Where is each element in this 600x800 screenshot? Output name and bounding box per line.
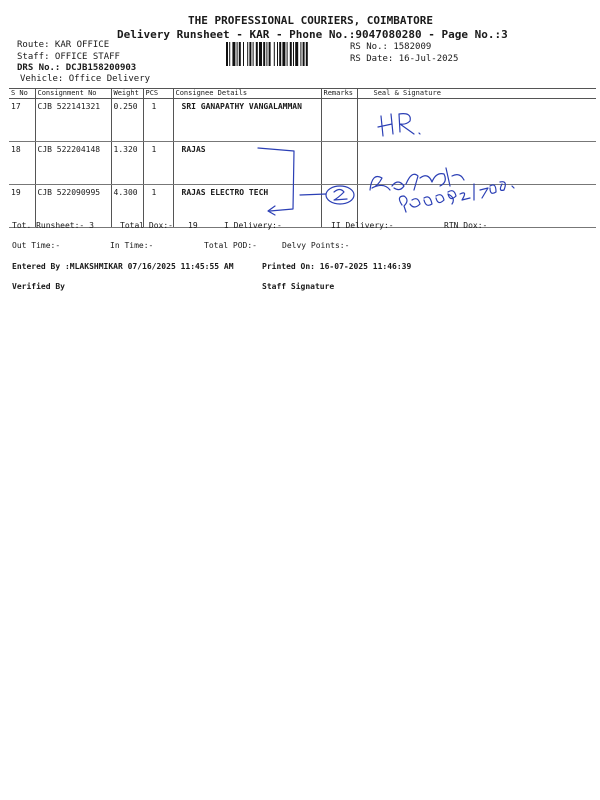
runsheet-subtitle: Delivery Runsheet - KAR - Phone No.:9047080280 - Page No.:3 [117, 28, 508, 41]
bracket-line [258, 148, 294, 211]
drs-number: DRS No.: DCJB158200903 [17, 63, 137, 73]
staff-signature: Staff Signature [262, 282, 335, 291]
cell-consignment: CJB 522204148 [35, 142, 111, 185]
company-name: THE PROFESSIONAL COURIERS, COIMBATORE [188, 14, 434, 27]
col-weight: Weight [111, 89, 143, 99]
col-consignee: Consignee Details [173, 89, 321, 99]
i-delivery: I Delivery:- [224, 221, 282, 230]
route-text: Route: KAR OFFICE [17, 40, 110, 50]
staff-text: Staff: OFFICE STAFF [17, 52, 120, 62]
in-time: In Time:- [110, 241, 154, 250]
cell-consignee: SRI GANAPATHY VANGALAMMAN [173, 99, 321, 142]
cell-weight: 0.250 [111, 99, 143, 142]
signature-mark-hr [378, 114, 393, 136]
cell-weight: 1.320 [111, 142, 143, 185]
entered-by: Entered By :MLAKSHMIKAR 07/16/2025 11:45:55 AM [12, 262, 234, 271]
cell-sno: 17 [9, 99, 35, 142]
col-consignment: Consignment No [35, 89, 111, 99]
vehicle-text: Vehicle: Office Delivery [20, 74, 151, 84]
cell-weight: 4.300 [111, 185, 143, 228]
cell-consignment: CJB 522141321 [35, 99, 111, 142]
cell-consignee: RAJAS ELECTRO TECH [173, 185, 321, 228]
total-dox-value: 19 [188, 221, 198, 230]
cell-pcs: 1 [143, 185, 173, 228]
cell-pcs: 1 [143, 142, 173, 185]
tot-runsheet: Tot. Runsheet:- 3 [12, 221, 94, 230]
cell-consignee: RAJAS [173, 142, 321, 185]
out-time: Out Time:- [12, 241, 61, 250]
signature-mark-hr-r [399, 114, 420, 134]
signature-name [370, 168, 464, 190]
cell-sno: 18 [9, 142, 35, 185]
rs-date: RS Date: 16-Jul-2025 [350, 54, 459, 64]
printed-on: Printed On: 16-07-2025 11:46:39 [262, 262, 412, 271]
col-pcs: PCS [143, 89, 173, 99]
rs-number: RS No.: 1582009 [350, 42, 432, 52]
col-sno: S No [9, 89, 35, 99]
col-seal-signature: Seal & Signature [357, 89, 596, 99]
signature-phone [399, 182, 514, 212]
ii-delivery: II Delivery:- [331, 221, 394, 230]
total-dox-label: Total Dox:- [120, 221, 173, 230]
verified-by: Verified By [12, 282, 65, 291]
cell-consignment: CJB 522090995 [35, 185, 111, 228]
rtn-dox: RTN Dox:- [444, 221, 488, 230]
col-remarks: Remarks [321, 89, 357, 99]
total-pod: Total POD:- [204, 241, 257, 250]
cell-sno: 19 [9, 185, 35, 228]
cell-pcs: 1 [143, 99, 173, 142]
delvy-points: Delvy Points:- [282, 241, 350, 250]
